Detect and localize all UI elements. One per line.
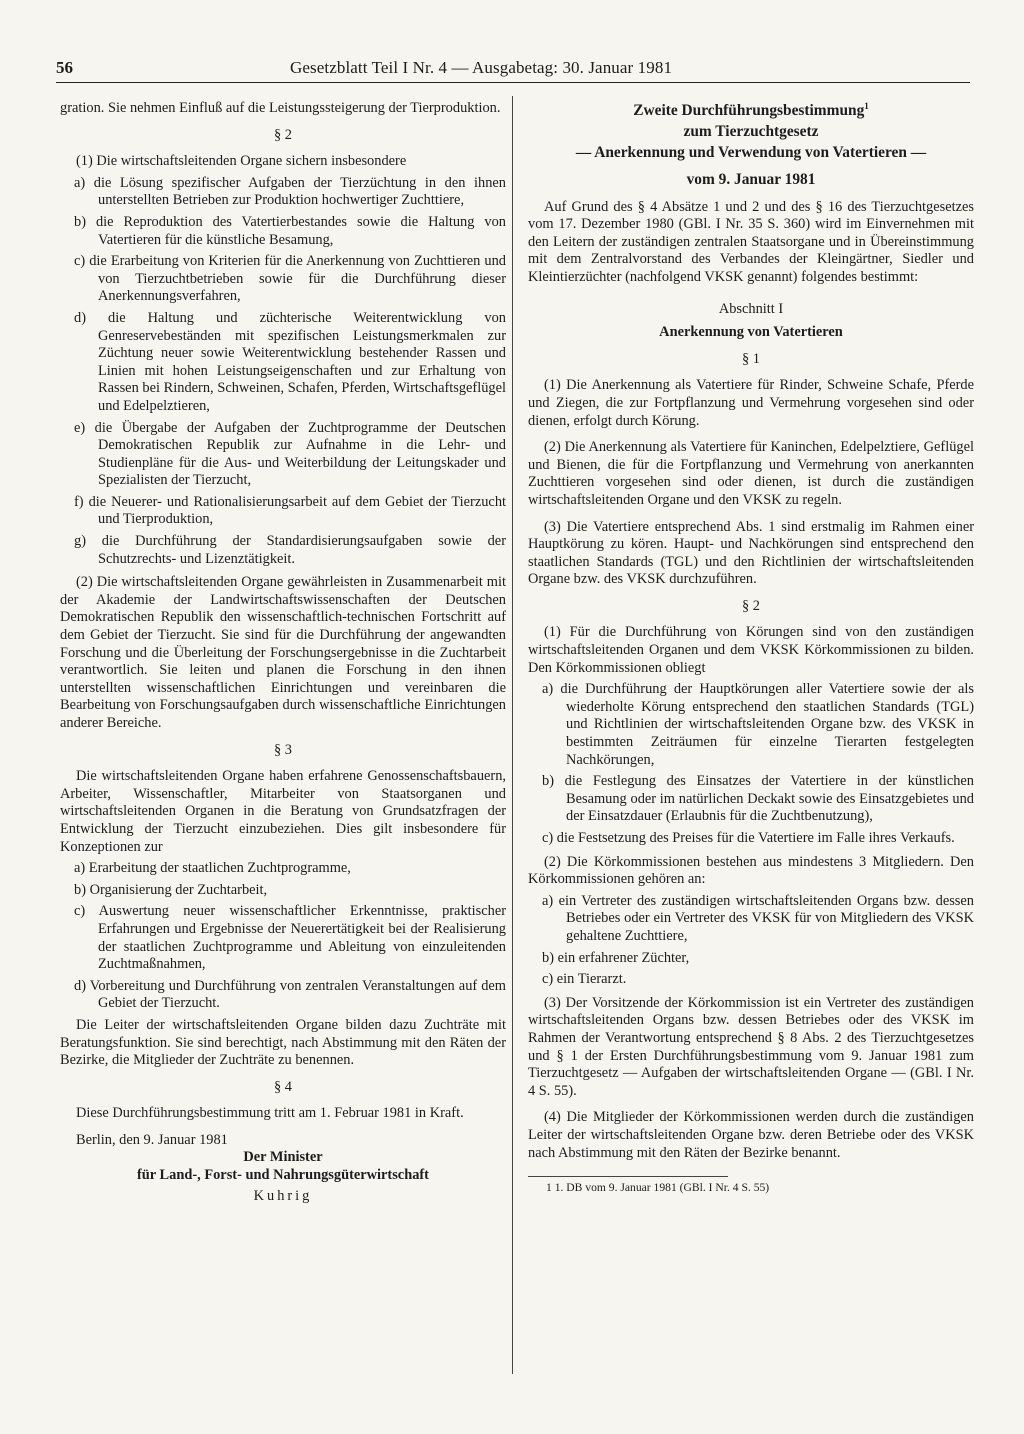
list-item [528,971,974,989]
list-item-text: ein Vertreter des zuständigen wirtschaftsleitenden Organs bzw. dessen Betriebes oder ein Vertreter des VKSK für von Mitgliedern des VKSK gehaltene Zuchttiere, [558,892,974,944]
decree-title-line1 [528,100,974,121]
list-item [60,882,506,900]
r-section-1-paragraph-3: (3) Die Vatertiere entsprechend Abs. 1 sind erstmalig im Rahmen einer Hauptkörung zu kören. Haupt- und Nachkörungen sind entsprechend den staatlichen Standards (TGL) und den Richtlinien der wirtschaftsleitenden Organe bzw. des VKSK durchzuführen. [528,518,974,588]
section-4-text: Diese Durchführungsbestimmung tritt am 1. Februar 1981 in Kraft. [76,1105,464,1122]
opening-text: gration. Sie nehmen Einfluß auf die Leistungssteigerung der Tierproduktion. [60,100,501,116]
running-header: Gesetzblatt Teil I Nr. 4 — Ausgabetag: 30. Januar 1981 [290,58,673,77]
section-4-heading: § 4 [274,1078,292,1095]
list-item-text: die Übergabe der Aufgaben der Zuchtprogramme der Deutschen Demokratischen Republik zur Aufnahme in die Lehr- und Studienpläne für die Aus- und Weiterbildung der Leitungskader und Spezialisten der Tierzucht, [94,419,506,489]
list-item-text: die Neuerer- und Rationalisierungsarbeit auf dem Gebiet der Tierzucht und Tierproduktion, [88,493,507,528]
footnote-rule [528,1176,728,1177]
list-item [60,860,506,878]
list-item-label: c) [74,903,99,920]
list-item [60,494,506,529]
r-section-2-list-2 [528,893,974,989]
list-item-label: a) [74,174,94,191]
section-3-heading: § 3 [274,741,292,758]
column-divider [512,96,513,1374]
r-section-1-paragraph-1: (1) Die Anerkennung als Vatertiere für Rinder, Schweine Schafe, Pferde und Ziegen, die zur Fortpflanzung und Vermehrung vorgesehen sind oder dienen, erfolgt durch Körung. [528,377,974,429]
chapter-title: Anerkennung von Vatertieren [659,324,843,341]
signature-ministry: für Land-, Forst- und Nahrungsgüterwirtschaft [137,1167,429,1184]
r-section-2-paragraph-3: (3) Der Vorsitzende der Körkommission ist ein Vertreter des zuständigen wirtschaftsleitenden Organs bzw. dessen Betriebes oder des VKSK im Rahmen der Verantwortung entsprechend § 8 Abs. 2 des Tierzuchtgesetzes und § 1 der Ersten Durchführungsbestimmung vom 9. Januar 1981 zum Tierzuchtgesetz — Aufgaben der wirtschaftsleitenden Organe — (GBl. I Nr. 4 S. 55). [528,994,974,1099]
list-item-text: die Durchführung der Hauptkörungen aller Vatertiere sowie der als wiederholte Körung entsprechend den staatlichen Standards (TGL) und Richtlinien der wirtschaftsleitenden Organe bzw. des VKSK in bestimmten Zeiträumen für einzelne Tierarten festgelegten Nachkörungen, [560,681,974,768]
list-item-label: c) [74,253,90,270]
signer-name: Kuhrig [253,1187,313,1204]
list-item-text: die Durchführung der Standardisierungsaufgaben sowie der Schutzrechts- und Lizenztätigkeit. [98,533,506,567]
list-item-label: e) [74,419,95,436]
page-number: 56 [56,58,73,77]
list-item-label: g) [74,533,102,550]
list-item-label: c) [542,971,557,988]
list-item-label: d) [74,977,90,994]
list-item [60,420,506,490]
list-item [528,893,974,946]
list-item-label: b) [74,881,90,898]
section-3-lead: Die wirtschaftsleitenden Organe haben erfahrene Genossenschaftsbauern, Arbeiter, Wissenschaftler, Mitarbeiter von Staatsorganen und wirtschaftsleitenden Organen in die Beratung von Grundsatzfragen der Entwicklung der Tierzucht einzubeziehen. Dies gilt insbesondere für Konzeptionen zur [60,768,506,855]
r-section-2-lead: (1) Für die Durchführung von Körungen sind von den zuständigen wirtschaftsleitenden Organen und dem VKSK Körkommissionen zu bilden. Den Körkommissionen obliegt [528,624,974,676]
decree-title-line3: — Anerkennung und Verwendung von Vatertieren — [575,144,927,161]
list-item-label: c) [542,830,557,846]
list-item-label: b) [542,773,565,790]
section-2-heading: § 2 [274,126,292,143]
list-item [60,310,506,416]
list-item [528,950,974,968]
section-2-paragraph-2: (2) Die wirtschaftsleitenden Organe gewährleisten in Zusammenarbeit mit der Akademie der Landwirtschaftswissenschaften der Deutschen Demokratischen Republik den wissenschaftlich-technischen Fortschritt auf dem Gebiet der Tierzucht. Sie sind für die Durchführung der angewandten Forschung und die Überleitung der Forschungsergebnisse in die Zuchtarbeit verantwortlich. Sie leiten und planen die Forschung in den ihnen unterstellten wissenschaftlichen Einrichtungen und vereinbaren die Bearbeitung von Forschungsaufgaben durch wissenschaftliche Einrichtungen anderer Bereiche. [60,574,506,731]
list-item-label: a) [542,681,561,698]
place-date: Berlin, den 9. Januar 1981 [76,1131,228,1148]
list-item-label: a) [74,860,89,877]
section-3-tail: Die Leiter der wirtschaftsleitenden Organe bilden dazu Zuchträte mit Beratungsfunktion. Sie sind berechtigt, nach Abstimmung mit den Räten der Bezirke, die Mitglieder der Zuchträte zu benennen. [60,1016,506,1069]
list-item-text: ein Tierarzt. [556,971,627,988]
list-item [60,214,506,249]
list-item-label: d) [74,309,109,326]
left-column [60,100,506,1205]
list-item-text: die Lösung spezifischer Aufgaben der Tierzüchtung in den ihnen unterstellten Betrieben zur Produktion hochwertiger Zuchttiere, [93,174,506,209]
list-item-text: ein erfahrener Züchter, [557,949,690,966]
list-item-text: die Haltung und züchterische Weiterentwicklung von Genreservebeständen mit spezifischen Leistungsmerkmalen zur Züchtung neuer sowie Weiterentwicklung bestehender Rassen und Linien mit hohen Leistungseigenschaften und zur Erhaltung von Rassen bei Rindern, Schweinen, Schafen, Pferden, Wirtschaftsgeflügel und Edelpelztieren, [98,309,506,414]
list-item-label: a) [542,892,559,909]
list-item [60,978,506,1013]
list-item [60,175,506,210]
list-item-text: Auswertung neuer wissenschaftlicher Erkenntnisse, praktischer Erfahrungen und Ergebnisse der Neuerertätigkeit bei der Realisierung der staatlichen Zuchtprogramme und Ableitung von einzuleitenden Zuchtmaßnahmen, [98,903,506,973]
list-item [60,253,506,306]
list-item-label: b) [74,213,96,230]
list-item [528,773,974,826]
list-item-text: die Erarbeitung von Kriterien für die Anerkennung von Zuchttieren und von Tierzuchtbetrieben sowie für die Durchführung dieser Anerkennungsverfahren, [89,253,506,305]
decree-date: vom 9. Januar 1981 [686,171,816,188]
r-section-2-paragraph-4: (4) Die Mitglieder der Körkommissionen werden durch die zuständigen Leiter der wirtschaftsleitenden Organe bzw. deren Betriebe oder des VKSK nach Abstimmung mit den Räten der Bezirke benannt. [528,1109,974,1161]
r-section-1-heading: § 1 [742,350,760,367]
section-2-list [60,175,506,568]
list-item-text: Vorbereitung und Durchführung von zentralen Veranstaltungen auf dem Gebiet der Tierzucht. [89,977,507,1012]
signature-title: Der Minister [243,1149,323,1166]
list-item-text: Organisierung der Zuchtarbeit, [89,881,268,898]
list-item [528,830,974,848]
list-item [60,533,506,568]
r-section-2-list-1 [528,681,974,847]
header-rule [56,82,970,83]
r-section-1-paragraph-2: (2) Die Anerkennung als Vatertiere für Kaninchen, Edelpelztiere, Geflügel und Bienen, die für die Fortpflanzung und Vermehrung von anerkannten Zuchttieren vorgesehen sind oder dienen, ist durch die zuständigen wirtschaftsleitenden Organe und den VKSK zu regeln. [528,439,974,508]
r-section-2-heading: § 2 [742,597,760,614]
list-item-text: die Reproduktion des Vatertierbestandes sowie die Haltung von Vatertieren für die künstliche Besamung, [95,213,506,248]
list-item-text: die Festsetzung des Preises für die Vatertiere im Falle ihres Verkaufs. [556,830,955,846]
list-item-text: die Festlegung des Einsatzes der Vatertiere in der künstlichen Besamung oder im natürlichen Deckakt sowie des Einsatzgebietes und der Einsatzdauer (Erlaubnis für die Zuchtbenutzung), [564,773,974,825]
footnote-marker: 1 [864,100,869,111]
list-item-label: b) [542,949,558,966]
list-item-label: f) [74,493,89,510]
footnote: 1 1. DB vom 9. Januar 1981 (GBl. I Nr. 4 S. 55) [546,1181,770,1195]
section-2-lead: (1) Die wirtschaftsleitenden Organe sichern insbesondere [76,153,407,170]
chapter-heading: Abschnitt I [718,300,784,317]
right-column [528,100,974,1195]
list-item [528,681,974,769]
section-3-list [60,860,506,1013]
preamble: Auf Grund des § 4 Absätze 1 und 2 und des § 16 des Tierzuchtgesetzes vom 17. Dezember 1980 (GBl. I Nr. 35 S. 360) wird im Einvernehmen mit den Leitern der zuständigen zentralen Staatsorgane und in Übereinstimmung mit dem Zentralvorstand des Verbandes der Kleingärtner, Siedler und Kleintierzüchter (nachfolgend VKSK genannt) folgendes bestimmt: [528,198,974,285]
decree-title-line2: zum Tierzuchtgesetz [683,123,819,140]
decree-title-text: Zweite Durchführungsbestimmung [633,102,865,119]
r-section-2-lead-2: (2) Die Körkommissionen bestehen aus mindestens 3 Mitgliedern. Den Körkommissionen gehören an: [528,853,974,888]
list-item [60,903,506,973]
list-item-text: Erarbeitung der staatlichen Zuchtprogramme, [88,860,351,877]
